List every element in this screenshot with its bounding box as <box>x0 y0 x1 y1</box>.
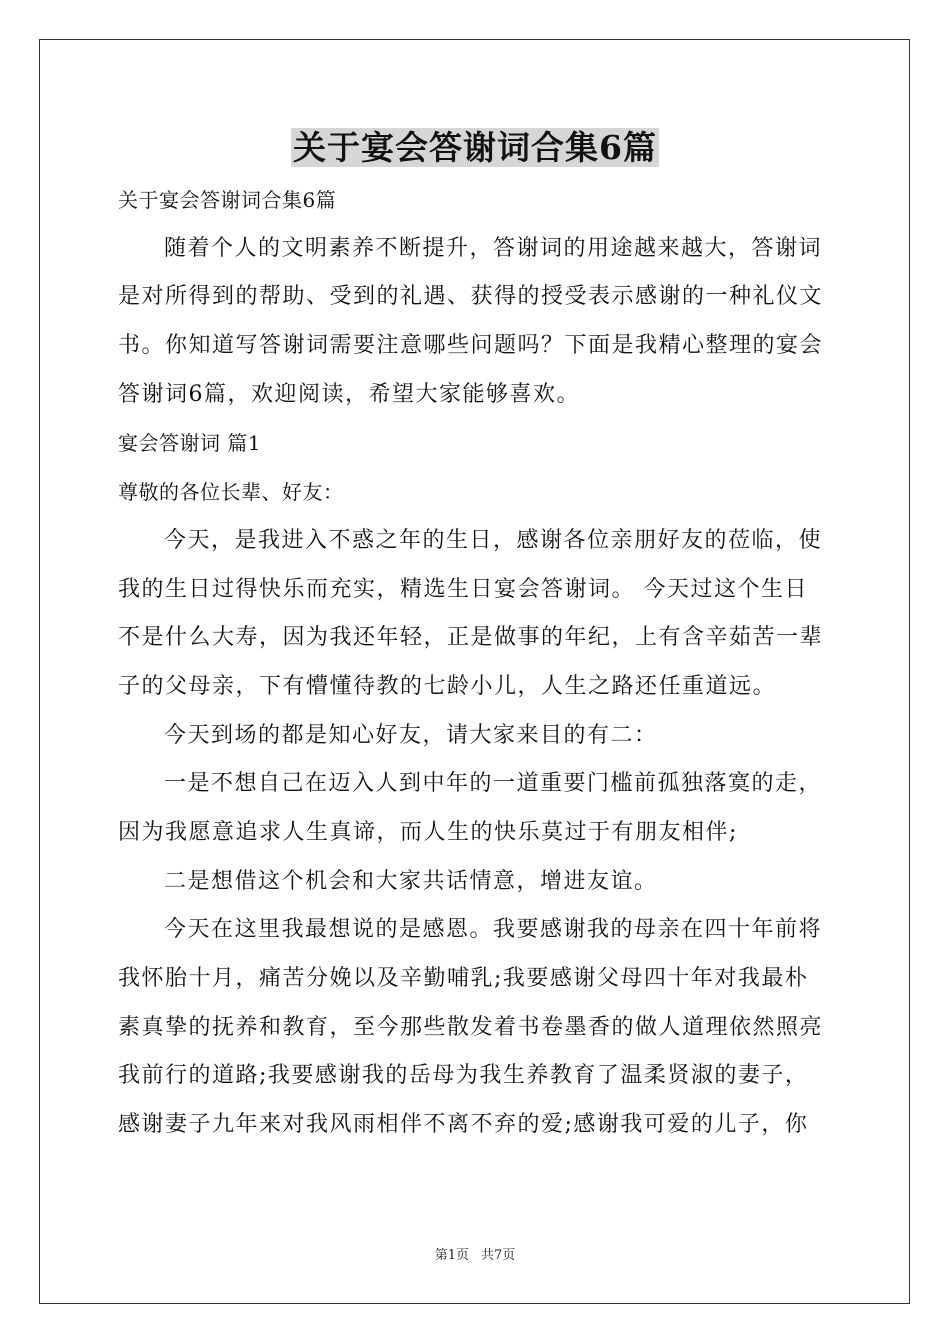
intro-line: 是对所得到的帮助、受到的礼遇、获得的授受表示感谢的一种礼仪文 <box>118 284 824 310</box>
page-number: 第1页 <box>434 1248 469 1263</box>
body-line: 今天，是我进入不惑之年的生日，感谢各位亲朋好友的莅临，使 <box>164 527 823 553</box>
intro-line: 随着个人的文明素养不断提升，答谢词的用途越来越大，答谢词 <box>164 235 823 261</box>
body-line: 我的生日过得快乐而充实，精选生日宴会答谢词。 今天过这个生日 <box>118 576 808 602</box>
body-line: 不是什么大寿，因为我还年轻，正是做事的年纪，上有含辛茹苦一辈 <box>118 625 824 651</box>
body-line: 一是不想自己在迈入人到中年的一道重要门槛前孤独落寞的走， <box>164 771 823 797</box>
body-line: 素真挚的抚养和教育，至今那些散发着书卷墨香的做人道理依然照亮 <box>118 1014 824 1040</box>
document-title-text: 关于宴会答谢词合集6篇 <box>293 128 657 167</box>
body-line: 二是想借这个机会和大家共话情意，增进友谊。 <box>164 868 658 894</box>
body-line: 今天到场的都是知心好友，请大家来目的有二： <box>164 722 658 748</box>
body-line: 今天在这里我最想说的是感恩。我要感谢我的母亲在四十年前将 <box>164 917 823 943</box>
intro-line: 答谢词6篇，欢迎阅读，希望大家能够喜欢。 <box>118 381 580 407</box>
body-line: 因为我愿意追求人生真谛，而人生的快乐莫过于有朋友相伴; <box>118 819 738 845</box>
subtitle: 关于宴会答谢词合集6篇 <box>118 188 337 212</box>
body-line: 子的父母亲，下有懵懂待教的七龄小儿，人生之路还任重道远。 <box>118 673 777 699</box>
document-body <box>118 176 834 1150</box>
body-line: 我前行的道路;我要感谢我的岳母为我生养教育了温柔贤淑的妻子， <box>118 1063 809 1089</box>
intro-line: 书。你知道写答谢词需要注意哪些问题吗？下面是我精心整理的宴会 <box>118 333 824 359</box>
body-line: 感谢妻子九年来对我风雨相伴不离不弃的爱;感谢我可爱的儿子，你 <box>118 1112 809 1138</box>
body-line: 我怀胎十月，痛苦分娩以及辛勤哺乳;我要感谢父母四十年对我最朴 <box>118 966 809 991</box>
salutation: 尊敬的各位长辈、好友： <box>118 480 344 505</box>
page-total: 共7页 <box>481 1248 516 1263</box>
document-title <box>0 124 950 172</box>
page-footer <box>0 1246 950 1266</box>
section-heading: 宴会答谢词 篇1 <box>118 431 262 456</box>
